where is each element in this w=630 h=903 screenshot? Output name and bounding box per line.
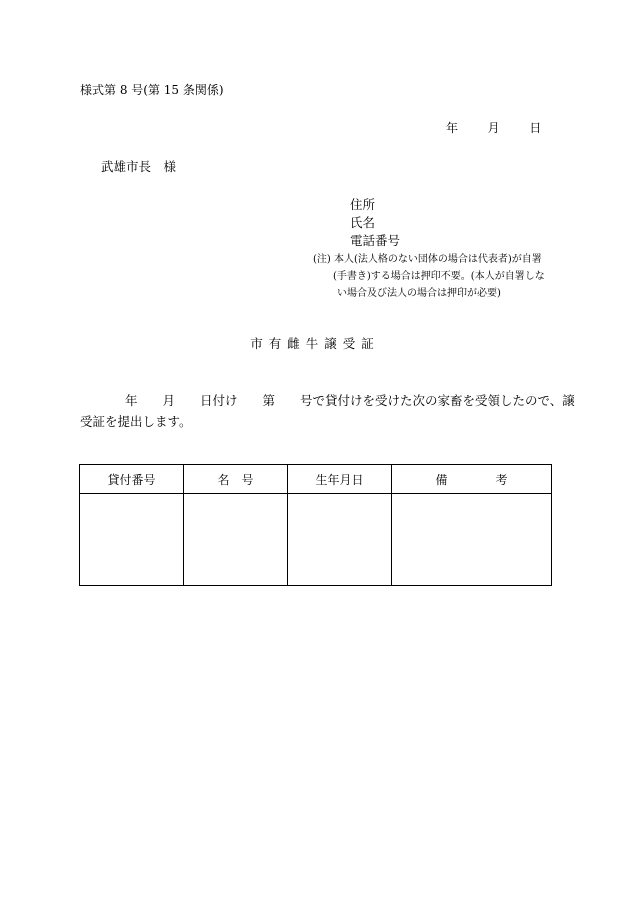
header-birth-date: 生年月日: [288, 465, 392, 494]
header-remarks: 備 考: [392, 465, 552, 494]
form-number: 様式第 8 号(第 15 条関係): [80, 83, 224, 97]
livestock-table: [79, 464, 552, 586]
date-year-label: 年: [446, 121, 459, 135]
addressee: 武雄市長 様: [101, 159, 177, 174]
date-day-label: 日: [529, 121, 542, 135]
cell-name[interactable]: [184, 494, 288, 586]
header-loan-number: 貸付番号: [80, 465, 184, 494]
note-line-1: (注) 本人(法人格のない団体の場合は代表者)が自署: [313, 254, 542, 265]
table-row: [80, 494, 552, 586]
header-name: 名 号: [184, 465, 288, 494]
body-text-line-2: 受証を提出します。: [80, 414, 192, 429]
document-title: 市有雌牛譲受証: [250, 336, 380, 351]
address-label: 住所: [350, 197, 376, 212]
phone-label: 電話番号: [350, 233, 401, 248]
cell-birth-date[interactable]: [288, 494, 392, 586]
cell-remarks[interactable]: [392, 494, 552, 586]
note-line-2: (手書き)する場合は押印不要。(本人が自署しな: [333, 271, 545, 282]
date-line: [446, 119, 541, 136]
table-header-row: [80, 465, 552, 494]
name-label: 氏名: [350, 215, 376, 230]
body-text-line-1: 年 月 日付け 第 号で貸付けを受けた次の家畜を受領したので、譲: [125, 393, 575, 408]
note-line-3: い場合及び法人の場合は押印が必要): [337, 288, 501, 299]
cell-loan-number[interactable]: [80, 494, 184, 586]
date-month-label: 月: [487, 121, 500, 135]
